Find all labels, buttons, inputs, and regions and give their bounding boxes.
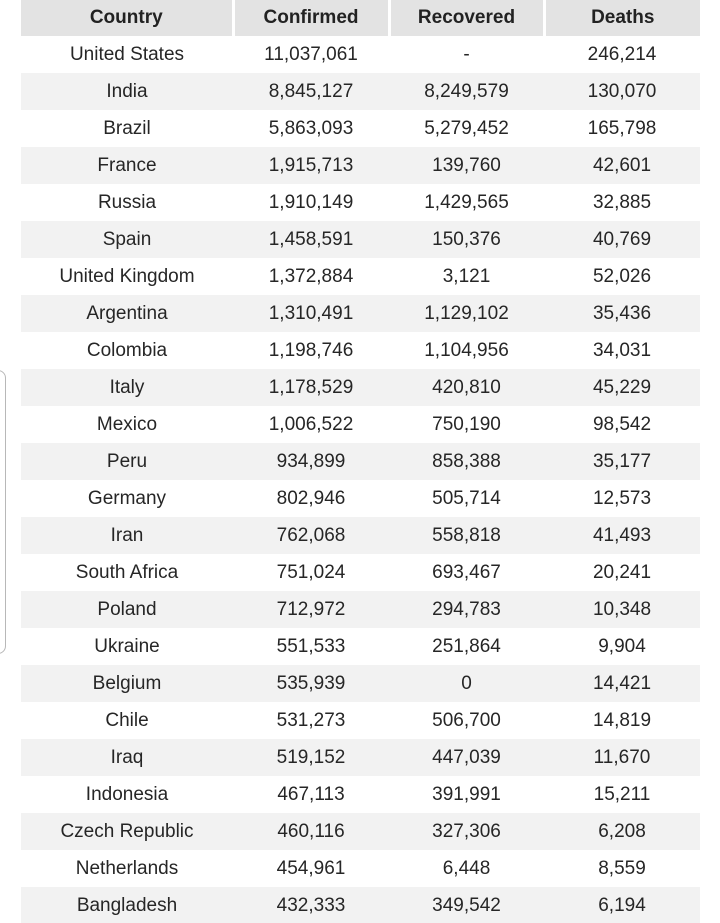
deaths-cell: 130,070 bbox=[544, 73, 700, 110]
confirmed-cell: 531,273 bbox=[233, 702, 389, 739]
country-cell: Poland bbox=[21, 591, 233, 628]
deaths-cell: 34,031 bbox=[544, 332, 700, 369]
deaths-cell: 52,026 bbox=[544, 258, 700, 295]
deaths-cell: 8,559 bbox=[544, 850, 700, 887]
country-cell: India bbox=[21, 73, 233, 110]
recovered-cell: 1,104,956 bbox=[389, 332, 544, 369]
recovered-cell: 349,542 bbox=[389, 887, 544, 923]
confirmed-cell: 762,068 bbox=[233, 517, 389, 554]
table-row bbox=[21, 591, 700, 628]
column-header-recovered[interactable]: Recovered bbox=[389, 0, 544, 36]
confirmed-cell: 5,863,093 bbox=[233, 110, 389, 147]
country-cell: Brazil bbox=[21, 110, 233, 147]
recovered-cell: 858,388 bbox=[389, 443, 544, 480]
country-cell: Iran bbox=[21, 517, 233, 554]
table-row bbox=[21, 36, 700, 73]
table-row bbox=[21, 184, 700, 221]
country-cell: United Kingdom bbox=[21, 258, 233, 295]
recovered-cell: 1,429,565 bbox=[389, 184, 544, 221]
recovered-cell: 558,818 bbox=[389, 517, 544, 554]
table-row bbox=[21, 406, 700, 443]
column-header-confirmed[interactable]: Confirmed bbox=[233, 0, 389, 36]
country-cell: South Africa bbox=[21, 554, 233, 591]
recovered-cell: 391,991 bbox=[389, 776, 544, 813]
deaths-cell: 165,798 bbox=[544, 110, 700, 147]
recovered-cell: 693,467 bbox=[389, 554, 544, 591]
header-row bbox=[21, 0, 700, 36]
deaths-cell: 45,229 bbox=[544, 369, 700, 406]
recovered-cell: 139,760 bbox=[389, 147, 544, 184]
confirmed-cell: 519,152 bbox=[233, 739, 389, 776]
confirmed-cell: 1,915,713 bbox=[233, 147, 389, 184]
confirmed-cell: 802,946 bbox=[233, 480, 389, 517]
deaths-cell: 246,214 bbox=[544, 36, 700, 73]
recovered-cell: 5,279,452 bbox=[389, 110, 544, 147]
column-header-deaths[interactable]: Deaths bbox=[544, 0, 700, 36]
country-cell: Spain bbox=[21, 221, 233, 258]
confirmed-cell: 467,113 bbox=[233, 776, 389, 813]
confirmed-cell: 432,333 bbox=[233, 887, 389, 923]
country-cell: Colombia bbox=[21, 332, 233, 369]
deaths-cell: 35,177 bbox=[544, 443, 700, 480]
country-cell: Chile bbox=[21, 702, 233, 739]
table-row bbox=[21, 887, 700, 923]
deaths-cell: 9,904 bbox=[544, 628, 700, 665]
table-header bbox=[21, 0, 700, 36]
table-row bbox=[21, 702, 700, 739]
country-cell: Iraq bbox=[21, 739, 233, 776]
table-row bbox=[21, 480, 700, 517]
deaths-cell: 14,819 bbox=[544, 702, 700, 739]
recovered-cell: 3,121 bbox=[389, 258, 544, 295]
deaths-cell: 42,601 bbox=[544, 147, 700, 184]
column-header-country[interactable]: Country bbox=[21, 0, 233, 36]
confirmed-cell: 934,899 bbox=[233, 443, 389, 480]
covid-stats-table bbox=[21, 0, 700, 923]
table-row bbox=[21, 665, 700, 702]
deaths-cell: 10,348 bbox=[544, 591, 700, 628]
recovered-cell: 447,039 bbox=[389, 739, 544, 776]
country-cell: United States bbox=[21, 36, 233, 73]
country-cell: France bbox=[21, 147, 233, 184]
table-row bbox=[21, 110, 700, 147]
recovered-cell: 6,448 bbox=[389, 850, 544, 887]
country-cell: Netherlands bbox=[21, 850, 233, 887]
deaths-cell: 35,436 bbox=[544, 295, 700, 332]
table-row bbox=[21, 369, 700, 406]
country-cell: Germany bbox=[21, 480, 233, 517]
deaths-cell: 6,208 bbox=[544, 813, 700, 850]
confirmed-cell: 1,310,491 bbox=[233, 295, 389, 332]
table-row bbox=[21, 258, 700, 295]
recovered-cell: 420,810 bbox=[389, 369, 544, 406]
confirmed-cell: 551,533 bbox=[233, 628, 389, 665]
recovered-cell: 150,376 bbox=[389, 221, 544, 258]
recovered-cell: 750,190 bbox=[389, 406, 544, 443]
country-cell: Peru bbox=[21, 443, 233, 480]
country-cell: Czech Republic bbox=[21, 813, 233, 850]
country-cell: Indonesia bbox=[21, 776, 233, 813]
side-panel-handle[interactable] bbox=[0, 370, 6, 654]
confirmed-cell: 460,116 bbox=[233, 813, 389, 850]
table-row bbox=[21, 554, 700, 591]
deaths-cell: 6,194 bbox=[544, 887, 700, 923]
table-row bbox=[21, 776, 700, 813]
confirmed-cell: 535,939 bbox=[233, 665, 389, 702]
deaths-cell: 32,885 bbox=[544, 184, 700, 221]
recovered-cell: 1,129,102 bbox=[389, 295, 544, 332]
country-cell: Russia bbox=[21, 184, 233, 221]
confirmed-cell: 1,458,591 bbox=[233, 221, 389, 258]
recovered-cell: 294,783 bbox=[389, 591, 544, 628]
confirmed-cell: 454,961 bbox=[233, 850, 389, 887]
country-cell: Italy bbox=[21, 369, 233, 406]
confirmed-cell: 1,178,529 bbox=[233, 369, 389, 406]
deaths-cell: 20,241 bbox=[544, 554, 700, 591]
confirmed-cell: 11,037,061 bbox=[233, 36, 389, 73]
recovered-cell: - bbox=[389, 36, 544, 73]
country-cell: Ukraine bbox=[21, 628, 233, 665]
deaths-cell: 15,211 bbox=[544, 776, 700, 813]
recovered-cell: 505,714 bbox=[389, 480, 544, 517]
deaths-cell: 98,542 bbox=[544, 406, 700, 443]
deaths-cell: 12,573 bbox=[544, 480, 700, 517]
country-cell: Mexico bbox=[21, 406, 233, 443]
recovered-cell: 506,700 bbox=[389, 702, 544, 739]
confirmed-cell: 1,372,884 bbox=[233, 258, 389, 295]
confirmed-cell: 1,198,746 bbox=[233, 332, 389, 369]
confirmed-cell: 751,024 bbox=[233, 554, 389, 591]
country-cell: Argentina bbox=[21, 295, 233, 332]
table-body bbox=[21, 36, 700, 923]
table-row bbox=[21, 739, 700, 776]
table-row bbox=[21, 221, 700, 258]
table-row bbox=[21, 332, 700, 369]
table-row bbox=[21, 517, 700, 554]
deaths-cell: 41,493 bbox=[544, 517, 700, 554]
confirmed-cell: 8,845,127 bbox=[233, 73, 389, 110]
table-row bbox=[21, 628, 700, 665]
country-cell: Bangladesh bbox=[21, 887, 233, 923]
table-row bbox=[21, 73, 700, 110]
table-row bbox=[21, 443, 700, 480]
deaths-cell: 11,670 bbox=[544, 739, 700, 776]
recovered-cell: 327,306 bbox=[389, 813, 544, 850]
deaths-cell: 40,769 bbox=[544, 221, 700, 258]
table-row bbox=[21, 813, 700, 850]
confirmed-cell: 1,006,522 bbox=[233, 406, 389, 443]
table-row bbox=[21, 147, 700, 184]
recovered-cell: 0 bbox=[389, 665, 544, 702]
deaths-cell: 14,421 bbox=[544, 665, 700, 702]
recovered-cell: 251,864 bbox=[389, 628, 544, 665]
table-row bbox=[21, 295, 700, 332]
country-cell: Belgium bbox=[21, 665, 233, 702]
confirmed-cell: 712,972 bbox=[233, 591, 389, 628]
table-row bbox=[21, 850, 700, 887]
recovered-cell: 8,249,579 bbox=[389, 73, 544, 110]
confirmed-cell: 1,910,149 bbox=[233, 184, 389, 221]
